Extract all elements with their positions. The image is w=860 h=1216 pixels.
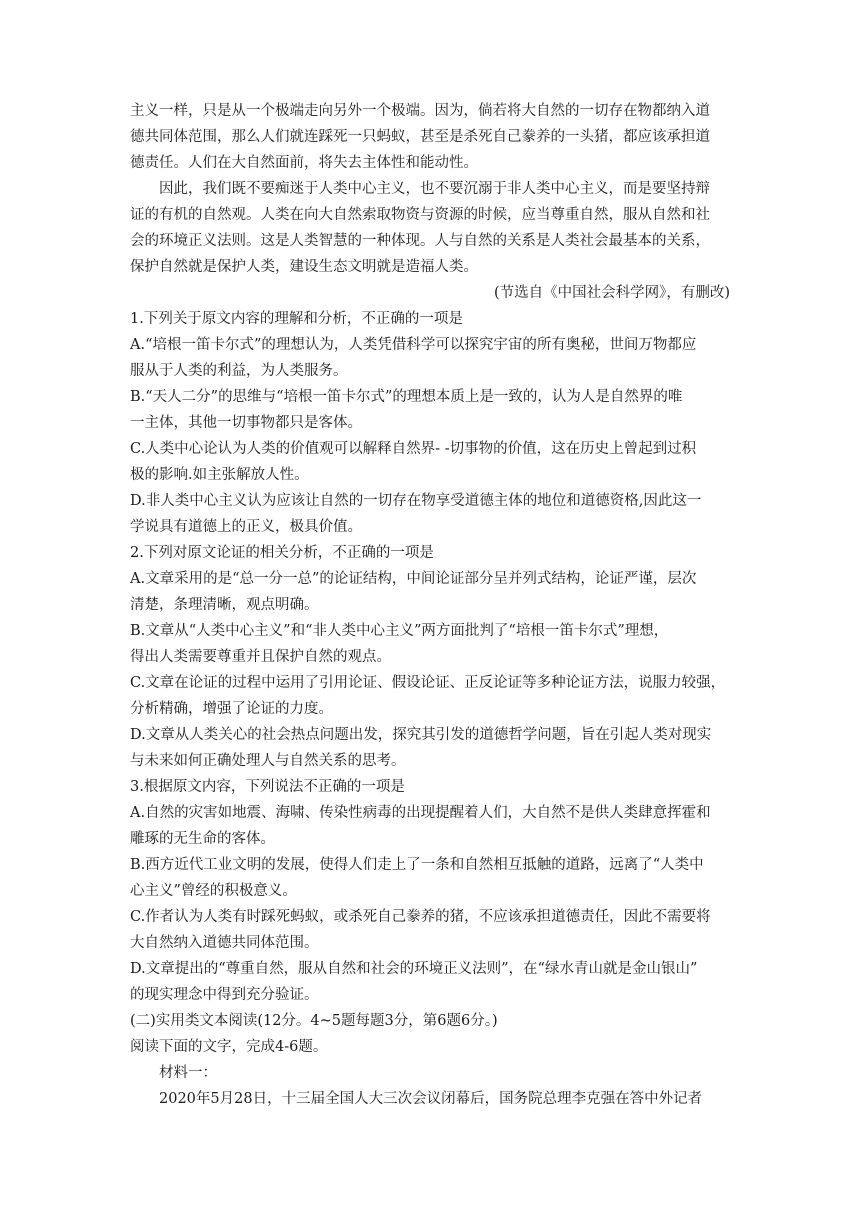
text-line: 2.下列对原文论证的相关分析，不正确的一项是 [130, 545, 434, 561]
text-line: 2020年5月28日，十三届全国人大三次会议闭幕后，国务院总理李克强在答中外记者 [159, 1091, 703, 1107]
text-line: 1.下列关于原文内容的理解和分析，不正确的一项是 [130, 311, 463, 327]
text-line: 的现实理念中得到充分验证。 [130, 987, 319, 1003]
text-line: 保护自然就是保护人类，建设生态文明就是造福人类。 [130, 259, 478, 275]
text-line: 极的影响.如主张解放人性。 [130, 467, 309, 483]
text-line: 材料一： [159, 1065, 217, 1081]
text-line: 因此，我们既不要痴迷于人类中心主义，也不要沉溺于非人类中心主义，而是要坚持辩 [159, 181, 710, 197]
text-line: A.“培根一笛卡尔式”的理想认为，人类凭借科学可以探究宇宙的所有奥秘，世间万物都应 [130, 337, 697, 353]
text-line: 3.根据原文内容，下列说法不正确的一项是 [130, 779, 405, 795]
text-line: 得出人类需要尊重并且保护自然的观点。 [130, 649, 391, 665]
text-line: (二)实用类文本阅读(12分。4~5题每题3分，第6题6分。) [130, 1013, 498, 1029]
text-line: 雕琢的无生命的客体。 [130, 831, 275, 847]
text-line: 服从于人类的利益，为人类服务。 [130, 363, 348, 379]
text-line: 证的有机的自然观。人类在向大自然索取物资与资源的时候，应当尊重自然，服从自然和社 [130, 207, 710, 223]
text-line: B.文章从“人类中心主义”和“非人类中心主义”两方面批判了“培根一笛卡尔式”理想， [130, 623, 669, 639]
text-line: B.“天人二分”的思维与“培根一笛卡尔式”的理想本质上是一致的，认为人是自然界的唯 [130, 389, 683, 405]
text-line: 德共同体范围，那么人们就连踩死一只蚂蚁，甚至是杀死自己豢养的一头猪，都应该承担道 [130, 129, 710, 145]
text-line: 清楚，条理清晰，观点明确。 [130, 597, 319, 613]
text-line: A.自然的灾害如地震、海啸、传染性病毒的出现提醒着人们，大自然不是供人类肆意挥霍和 [130, 805, 711, 821]
source-citation: (节选自《中国社会科学网》，有删改) [493, 285, 730, 301]
text-line: C.作者认为人类有时踩死蚂蚁，或杀死自己豢养的猪，不应该承担道德责任，因此不需要将 [130, 909, 711, 925]
text-line: 会的环境正义法则。这是人类智慧的一种体现。人与自然的关系是人类社会最基本的关系， [130, 233, 710, 249]
text-line: 与未来如何正确处理人与自然关系的思考。 [130, 753, 406, 769]
text-line: 阅读下面的文字，完成4-6题。 [130, 1039, 328, 1055]
text-line: 心主义”曾经的积极意义。 [130, 883, 297, 899]
text-line: 主义一样，只是从一个极端走向另外一个极端。因为，倘若将大自然的一切存在物都纳入道 [130, 103, 710, 119]
text-line: 大自然纳入道德共同体范围。 [130, 935, 319, 951]
text-line: 学说具有道德上的正义，极具价值。 [130, 519, 362, 535]
text-line: A.文章采用的是“总一分一总”的论证结构，中间论证部分呈并列式结构，论证严谨，层次 [130, 571, 697, 587]
text-line: D.文章从人类关心的社会热点问题出发，探究其引发的道德哲学问题，旨在引起人类对现实 [130, 727, 712, 743]
text-line: C.文章在论证的过程中运用了引用论证、假设论证、正反论证等多种论证方法，说服力较强， [130, 675, 726, 691]
text-line: B.西方近代工业文明的发展，使得人们走上了一条和自然相互抵触的道路，远离了“人类中 [130, 857, 704, 873]
text-line: D.文章提出的“尊重自然，服从自然和社会的环境正义法则”，在“绿水青山就是金山银山” [130, 961, 698, 977]
text-line: 一主体，其他一切事物都只是客体。 [130, 415, 362, 431]
text-line: 德责任。人们在大自然面前，将失去主体性和能动性。 [130, 155, 478, 171]
text-line: D.非人类中心主义认为应该让自然的一切存在物享受道德主体的地位和道德资格,因此这一 [130, 493, 702, 509]
text-line: 分析精确，增强了论证的力度。 [130, 701, 333, 717]
text-line: C.人类中心论认为人类的价值观可以解释自然界- -切事物的价值，这在历史上曾起到过积 [130, 441, 697, 457]
document-page [130, 98, 730, 1112]
